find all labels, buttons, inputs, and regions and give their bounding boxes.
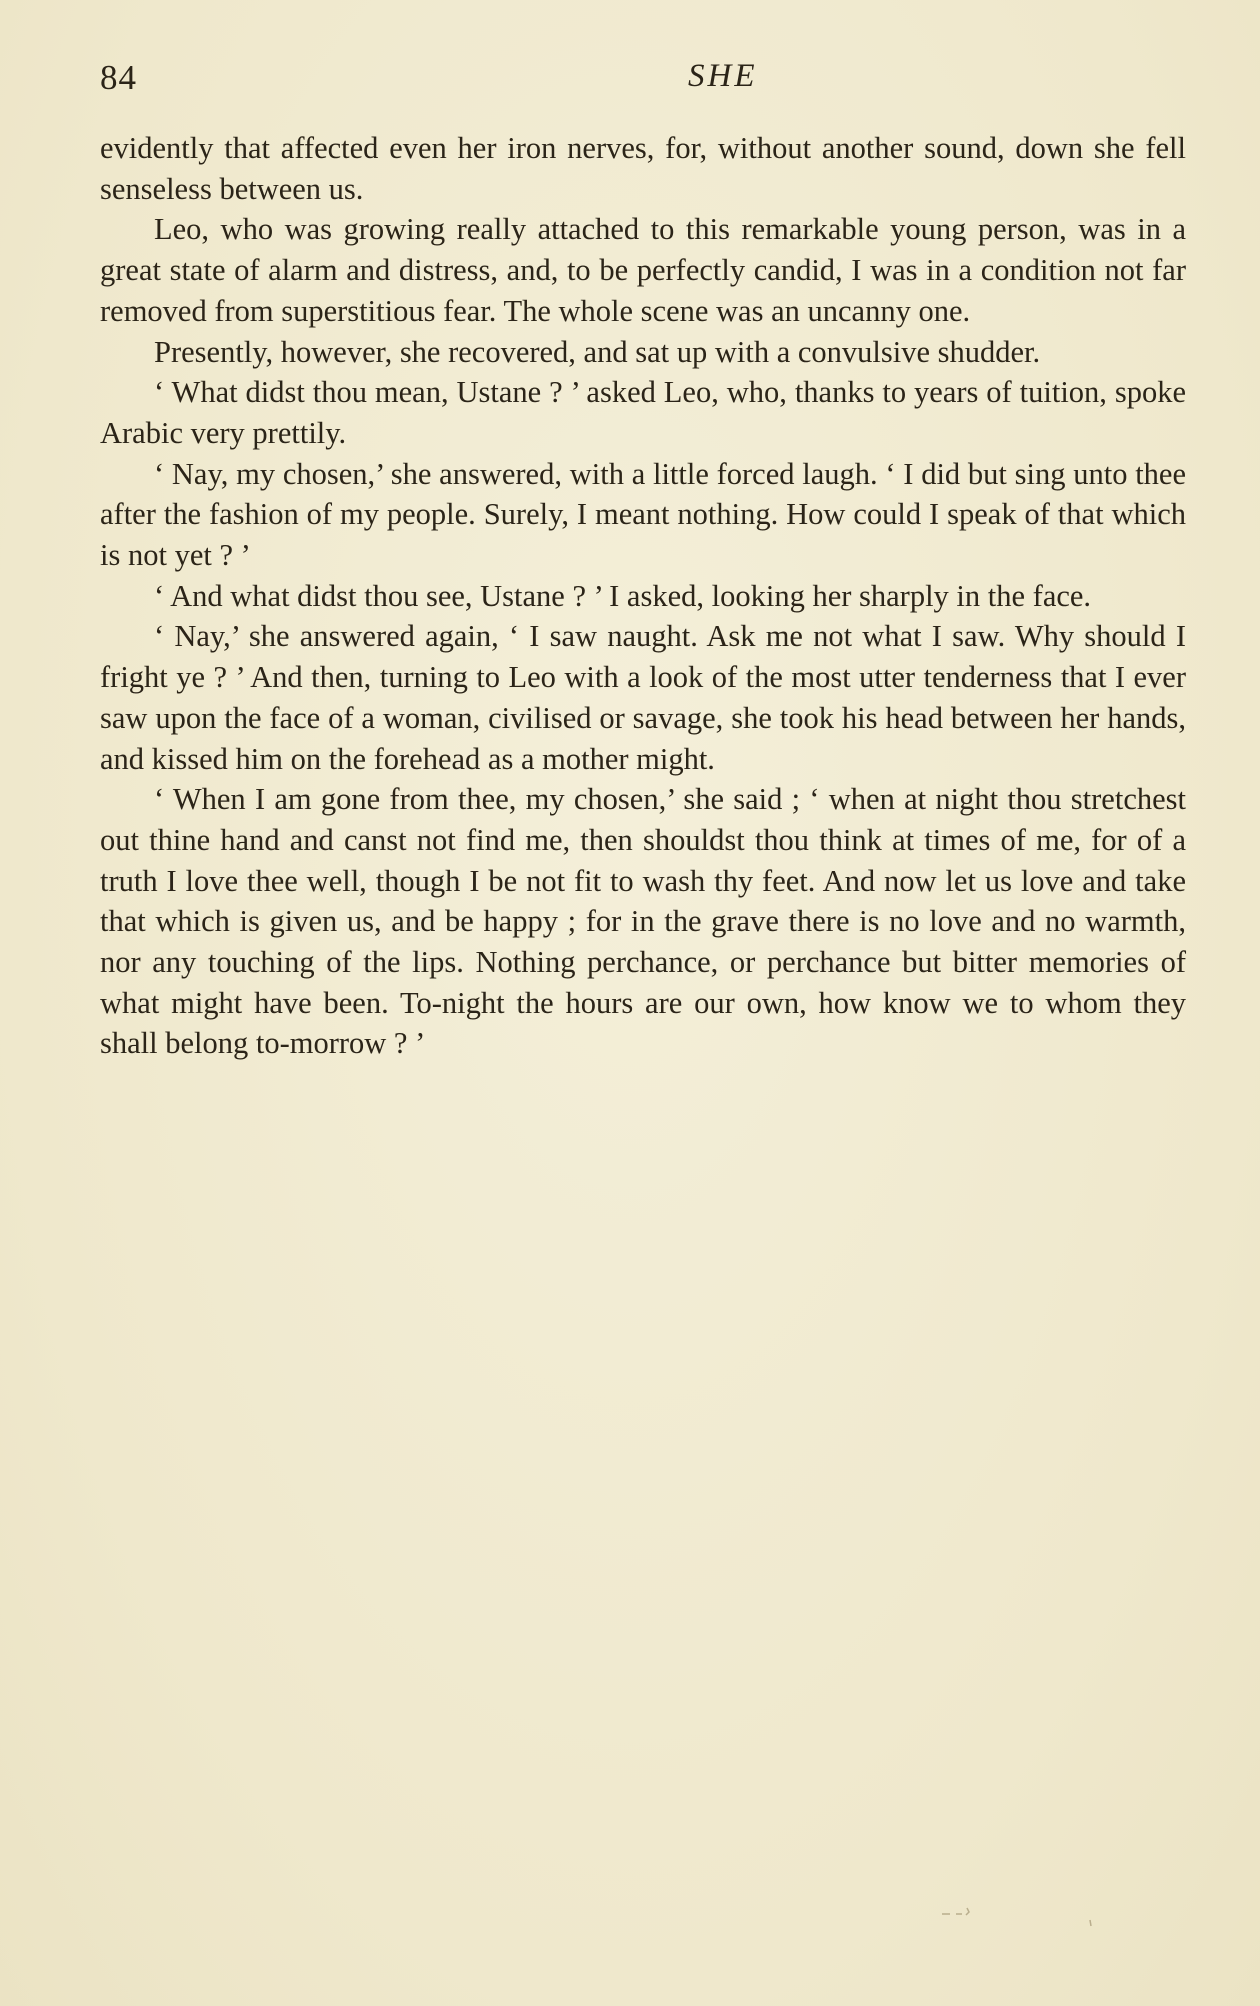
paragraph: ‘ When I am gone from thee, my chosen,’ she said ; ‘ when at night thou stretchest out thine hand and canst not find me, then shouldst thou think at times of me, for of a truth I love thee well, though I be not fit to wash thy feet. And now let us love and take that which is given us, and be happy ; for in the grave there is no love and no warmth, nor any touching of the lips. Nothing perchance, or perchance but bitter memories of what might have been. To-night the hours are our own, how know we to whom they shall belong to-morrow ? ’ (100, 782, 1186, 1061)
paragraph: Leo, who was growing really attached to this remarkable young person, was in a great state of alarm and distress, and, to be perfectly candid, I was in a condition not far removed from superstitious fear. The whole scene was an uncanny one. (100, 212, 1186, 328)
paragraph: ‘ What didst thou mean, Ustane ? ’ asked Leo, who, thanks to years of tuition, spoke Arabic very prettily. (100, 375, 1186, 450)
paper-specks (940, 1900, 1100, 1930)
body-text (100, 128, 1186, 1064)
paragraph: ‘ Nay,’ she answered again, ‘ I saw naught. Ask me not what I saw. Why should I fright ye ? ’ And then, turning to Leo with a look of the most utter tenderness that I ever saw upon the face of a woman, civilised or savage, she took his head between her hands, and kissed him on the forehead as a mother might. (100, 619, 1186, 776)
running-title: SHE (688, 58, 758, 94)
running-head (100, 58, 1186, 108)
paragraph: evidently that affected even her iron nerves, for, without another sound, down she fell senseless between us. (100, 131, 1186, 206)
paragraph: ‘ Nay, my chosen,’ she answered, with a little forced laugh. ‘ I did but sing unto thee after the fashion of my people. Surely, I meant nothing. How could I speak of that which is not yet ? ’ (100, 456, 1186, 573)
paragraph: Presently, however, she recovered, and sat up with a convulsive shudder. (154, 334, 1041, 369)
page-number: 84 (100, 58, 137, 97)
paragraph: ‘ And what didst thou see, Ustane ? ’ I asked, looking her sharply in the face. (154, 578, 1092, 613)
